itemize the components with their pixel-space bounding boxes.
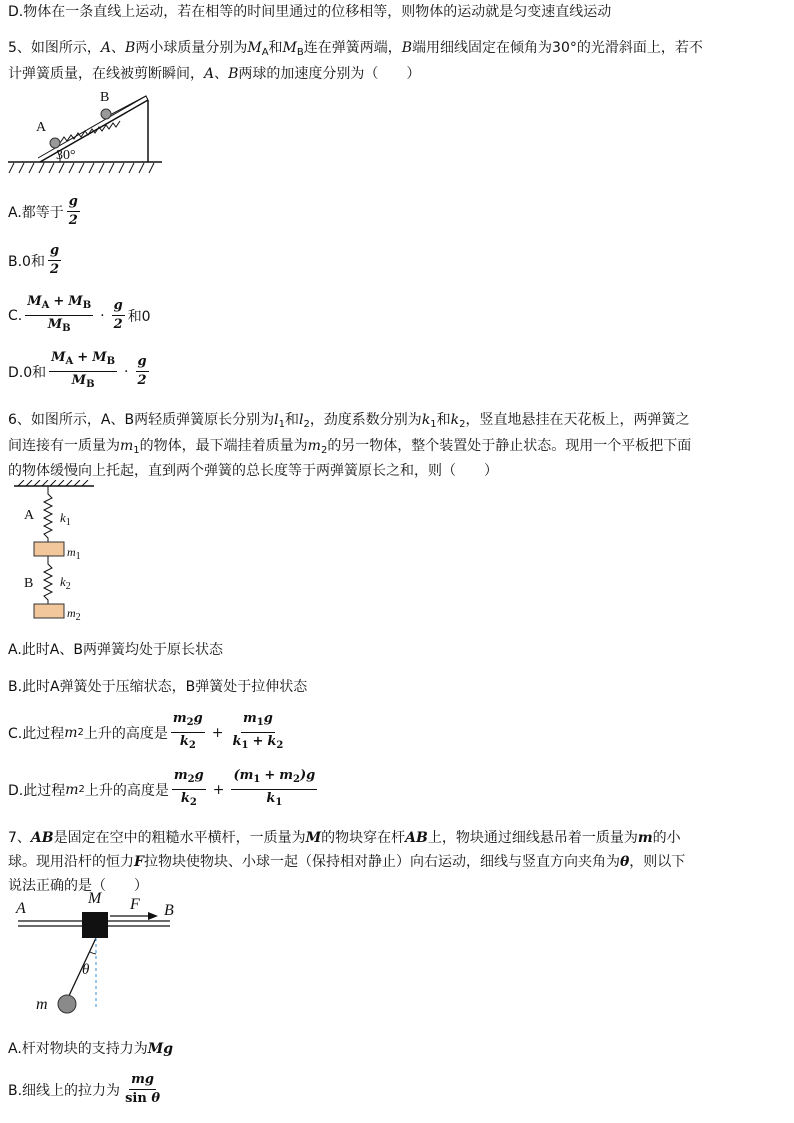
q5-figure-label-b: B [100, 90, 110, 105]
q7-stem-line3: 说法正确的是（ ） [8, 878, 148, 894]
q7-figure-label-f: F [130, 896, 140, 913]
q7-stem-line1: 7、AB是固定在空中的粗糙水平横杆，一质量为M的物块穿在杆AB上，物块通过细线悬吊着一质量为m的小 [8, 830, 681, 846]
q5-figure-angle: 30° [56, 148, 76, 163]
q5-option-d: D.0和 $\frac{M_A + M_B}{M_B}$ · $\frac{g}{2}$ [8, 350, 147, 390]
q7-figure-label-small-m: m [36, 996, 48, 1013]
q7-figure-label-b: B [164, 902, 174, 919]
q6-stem-line1: 6、如图所示，A、B两轻质弹簧原长分别为$l_1$和$l_2$，劲度系数分别为$k_1$和$k_2$，竖直地悬挂在天花板上，两弹簧之 [8, 412, 690, 430]
q6-option-a: A.此时A、B两弹簧均处于原长状态 [8, 642, 223, 658]
q6-figure-k1: $k_1$ [60, 510, 71, 528]
q6-stem-line3: 的物体缓慢向上托起，直到两个弹簧的总长度等于两弹簧原长之和，则（ ） [8, 463, 498, 479]
q5-option-a: A.都等于 $\frac{g}{2}$ [8, 194, 78, 228]
q6-spring-figure [8, 480, 108, 626]
q7-option-b: B.细线上的拉力为 $\frac{mg}{\text{sin θ}}$ [8, 1072, 160, 1106]
q5-stem-line2: 计弹簧质量，在线被剪断瞬间，A、B两球的加速度分别为（ ） [8, 66, 421, 82]
q6-figure-m1: $m_1$ [67, 545, 81, 562]
q6-option-b: B.此时A弹簧处于压缩状态，B弹簧处于拉伸状态 [8, 679, 308, 695]
q6-stem-line2: 间连接有一质量为$m_1$的物体，最下端挂着质量为$m_2$的另一物体，整个装置处于静止状态。现用一个平板把下面 [8, 438, 692, 456]
q6-figure-label-b: B [24, 576, 34, 591]
q7-figure-label-m: M [88, 890, 102, 907]
q7-stem-line2: 球。现用沿杆的恒力F拉物块使物块、小球一起（保持相对静止）向右运动，细线与竖直方向夹角为θ，则以下 [8, 854, 686, 870]
q7-option-a: A.杆对物块的支持力为Mg [8, 1041, 174, 1057]
q6-figure-label-a: A [24, 508, 35, 523]
q5-option-c: C. $\frac{M_A + M_B}{M_B}$ · $\frac{g}{2}$ 和0 [8, 294, 151, 334]
q6-figure-k2: $k_2$ [60, 574, 71, 592]
q5-figure-label-a: A [36, 120, 47, 135]
q6-option-d: D.此过程 m 2 上升的高度是 $\frac{m_2g}{k_2}$ + $\frac{(m_1 + m_2)g}{k_1}$ [8, 768, 316, 808]
q4-option-d: D.物体在一条直线上运动，若在相等的时间里通过的位移相等，则物体的运动就是匀变速直线运动 [8, 4, 612, 20]
q7-figure-theta: θ [82, 962, 90, 978]
q5-stem-line1: 5、如图所示，A、B两小球质量分别为$M_A$和$M_B$连在弹簧两端，B端用细线固定在倾角为30°的光滑斜面上，若不 [8, 40, 703, 58]
q7-figure-label-a: A [16, 900, 26, 917]
q6-figure-m2: $m_2$ [67, 606, 81, 623]
q6-option-c: C.此过程 m 2 上升的高度是 $\frac{m_2g}{k_2}$ + $\frac{m_1g}{k_1 + k_2}$ [8, 711, 284, 751]
q5-incline-figure [8, 86, 168, 178]
q5-option-b: B.0和 $\frac{g}{2}$ [8, 243, 60, 277]
